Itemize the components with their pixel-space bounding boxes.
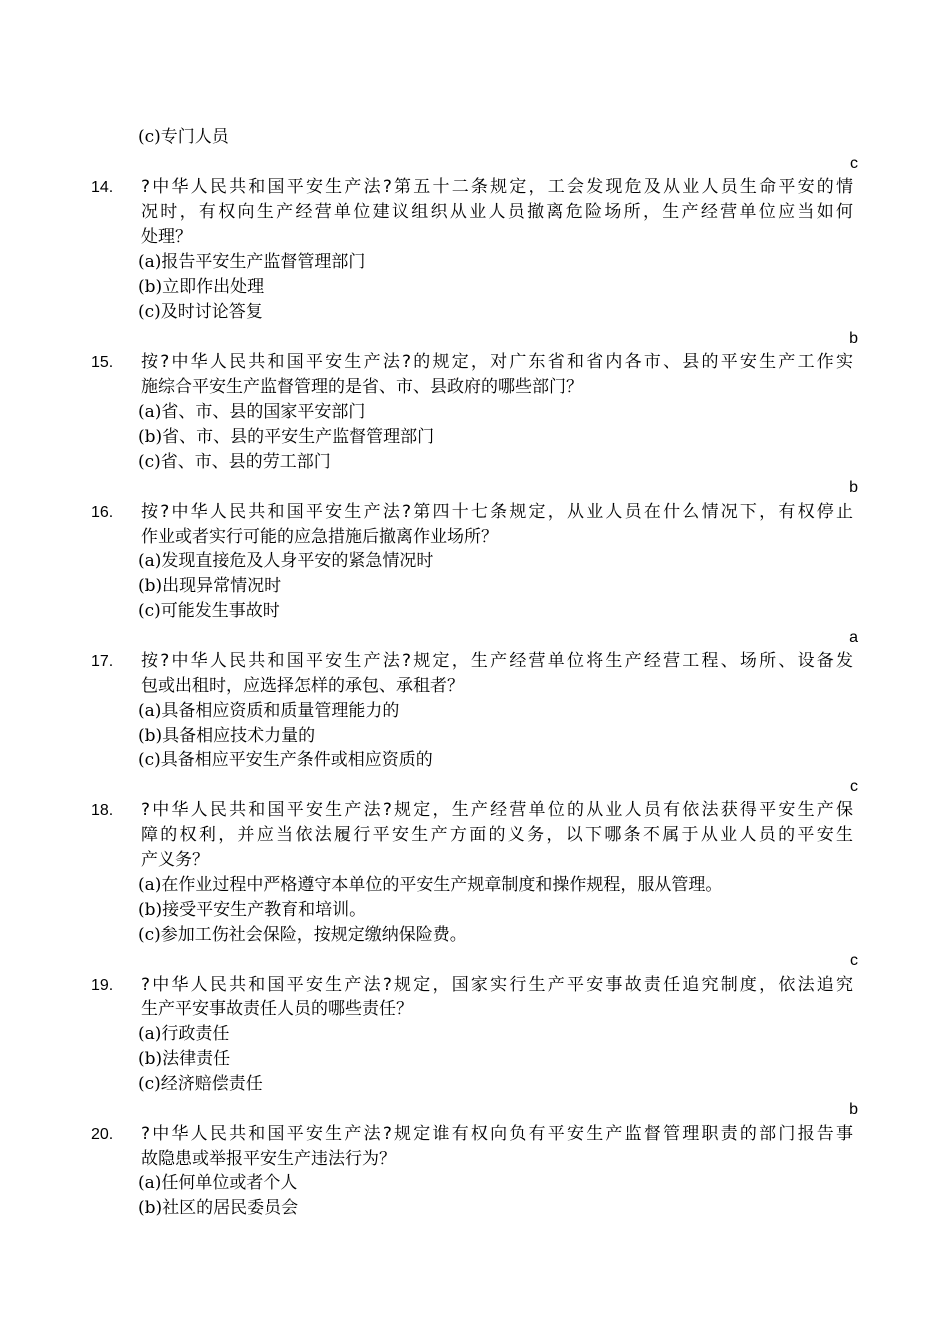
option-a: (a)具备相应资质和质量管理能力的 — [138, 701, 400, 721]
option-b: (b)法律责任 — [138, 1049, 231, 1069]
option-c: (c)具备相应平安生产条件或相应资质的 — [138, 750, 433, 770]
option-b: (b)接受平安生产教育和培训。 — [138, 900, 367, 920]
option-a: (a)行政责任 — [138, 1024, 230, 1044]
answer-key: b — [849, 479, 858, 496]
option-c: (c)省、市、县的劳工部门 — [138, 452, 331, 472]
question-number: 16. — [91, 504, 114, 521]
question-number: 15. — [91, 354, 114, 371]
option-a: (a)报告平安生产监督管理部门 — [138, 252, 366, 272]
question-text: 按?中华人民共和国平安生产法?的规定，对广东省和省内各市、县的平安生产工作实 — [141, 352, 853, 372]
option-a: (a)任何单位或者个人 — [138, 1173, 298, 1193]
question-text: 施综合平安生产监督管理的是省、市、县政府的哪些部门？ — [141, 377, 583, 397]
question-text: 按?中华人民共和国平安生产法?第四十七条规定，从业人员在什么情况下，有权停止 — [141, 502, 853, 522]
question-text: 产义务？ — [141, 850, 209, 870]
question-text: 况时，有权向生产经营单位建议组织从业人员撤离危险场所，生产经营单位应当如何 — [141, 202, 853, 222]
answer-key: b — [849, 1101, 858, 1118]
question-text: ?中华人民共和国平安生产法?规定谁有权向负有平安生产监督管理职责的部门报告事 — [141, 1124, 853, 1144]
option-b: (b)具备相应技术力量的 — [138, 726, 316, 746]
question-text: 作业或者实行可能的应急措施后撤离作业场所？ — [141, 527, 498, 547]
answer-key: c — [850, 952, 858, 969]
question-text: ?中华人民共和国平安生产法?规定，生产经营单位的从业人员有依法获得平安生产保 — [141, 800, 853, 820]
question-number: 17. — [91, 653, 114, 670]
option-a: (a)在作业过程中严格遵守本单位的平安生产规章制度和操作规程，服从管理。 — [138, 875, 723, 895]
answer-key: c — [850, 778, 858, 795]
question-text: 处理？ — [141, 227, 192, 247]
question-text: 生产平安事故责任人员的哪些责任？ — [141, 999, 413, 1019]
answer-key: c — [850, 155, 858, 172]
question-number: 18. — [91, 802, 114, 819]
question-number: 14. — [91, 179, 114, 196]
option-c: (c)可能发生事故时 — [138, 601, 280, 621]
question-text: 障的权利，并应当依法履行平安生产方面的义务，以下哪条不属于从业人员的平安生 — [141, 825, 853, 845]
question-text: ?中华人民共和国平安生产法?规定，国家实行生产平安事故责任追究制度，依法追究 — [141, 975, 853, 995]
option-b: (b)省、市、县的平安生产监督管理部门 — [138, 427, 435, 447]
option-b: (b)立即作出处理 — [138, 277, 265, 297]
option-c: (c)及时讨论答复 — [138, 302, 263, 322]
question-text: ?中华人民共和国平安生产法?第五十二条规定，工会发现危及从业人员生命平安的情 — [141, 177, 853, 197]
option-c: (c)参加工伤社会保险，按规定缴纳保险费。 — [138, 925, 467, 945]
question-text: 按?中华人民共和国平安生产法?规定，生产经营单位将生产经营工程、场所、设备发 — [141, 651, 853, 671]
answer-key: b — [849, 330, 858, 347]
question-number: 20. — [91, 1126, 114, 1143]
question-text: 故隐患或举报平安生产违法行为？ — [141, 1149, 396, 1169]
option-b: (b)出现异常情况时 — [138, 576, 282, 596]
answer-key: a — [849, 629, 858, 646]
question-number: 19. — [91, 977, 114, 994]
question-text: 包或出租时，应选择怎样的承包、承租者？ — [141, 676, 464, 696]
option-c: (c)经济赔偿责任 — [138, 1074, 263, 1094]
option-a: (a)省、市、县的国家平安部门 — [138, 402, 366, 422]
option-c: (c)专门人员 — [138, 127, 229, 147]
option-a: (a)发现直接危及人身平安的紧急情况时 — [138, 551, 434, 571]
option-b: (b)社区的居民委员会 — [138, 1198, 299, 1218]
